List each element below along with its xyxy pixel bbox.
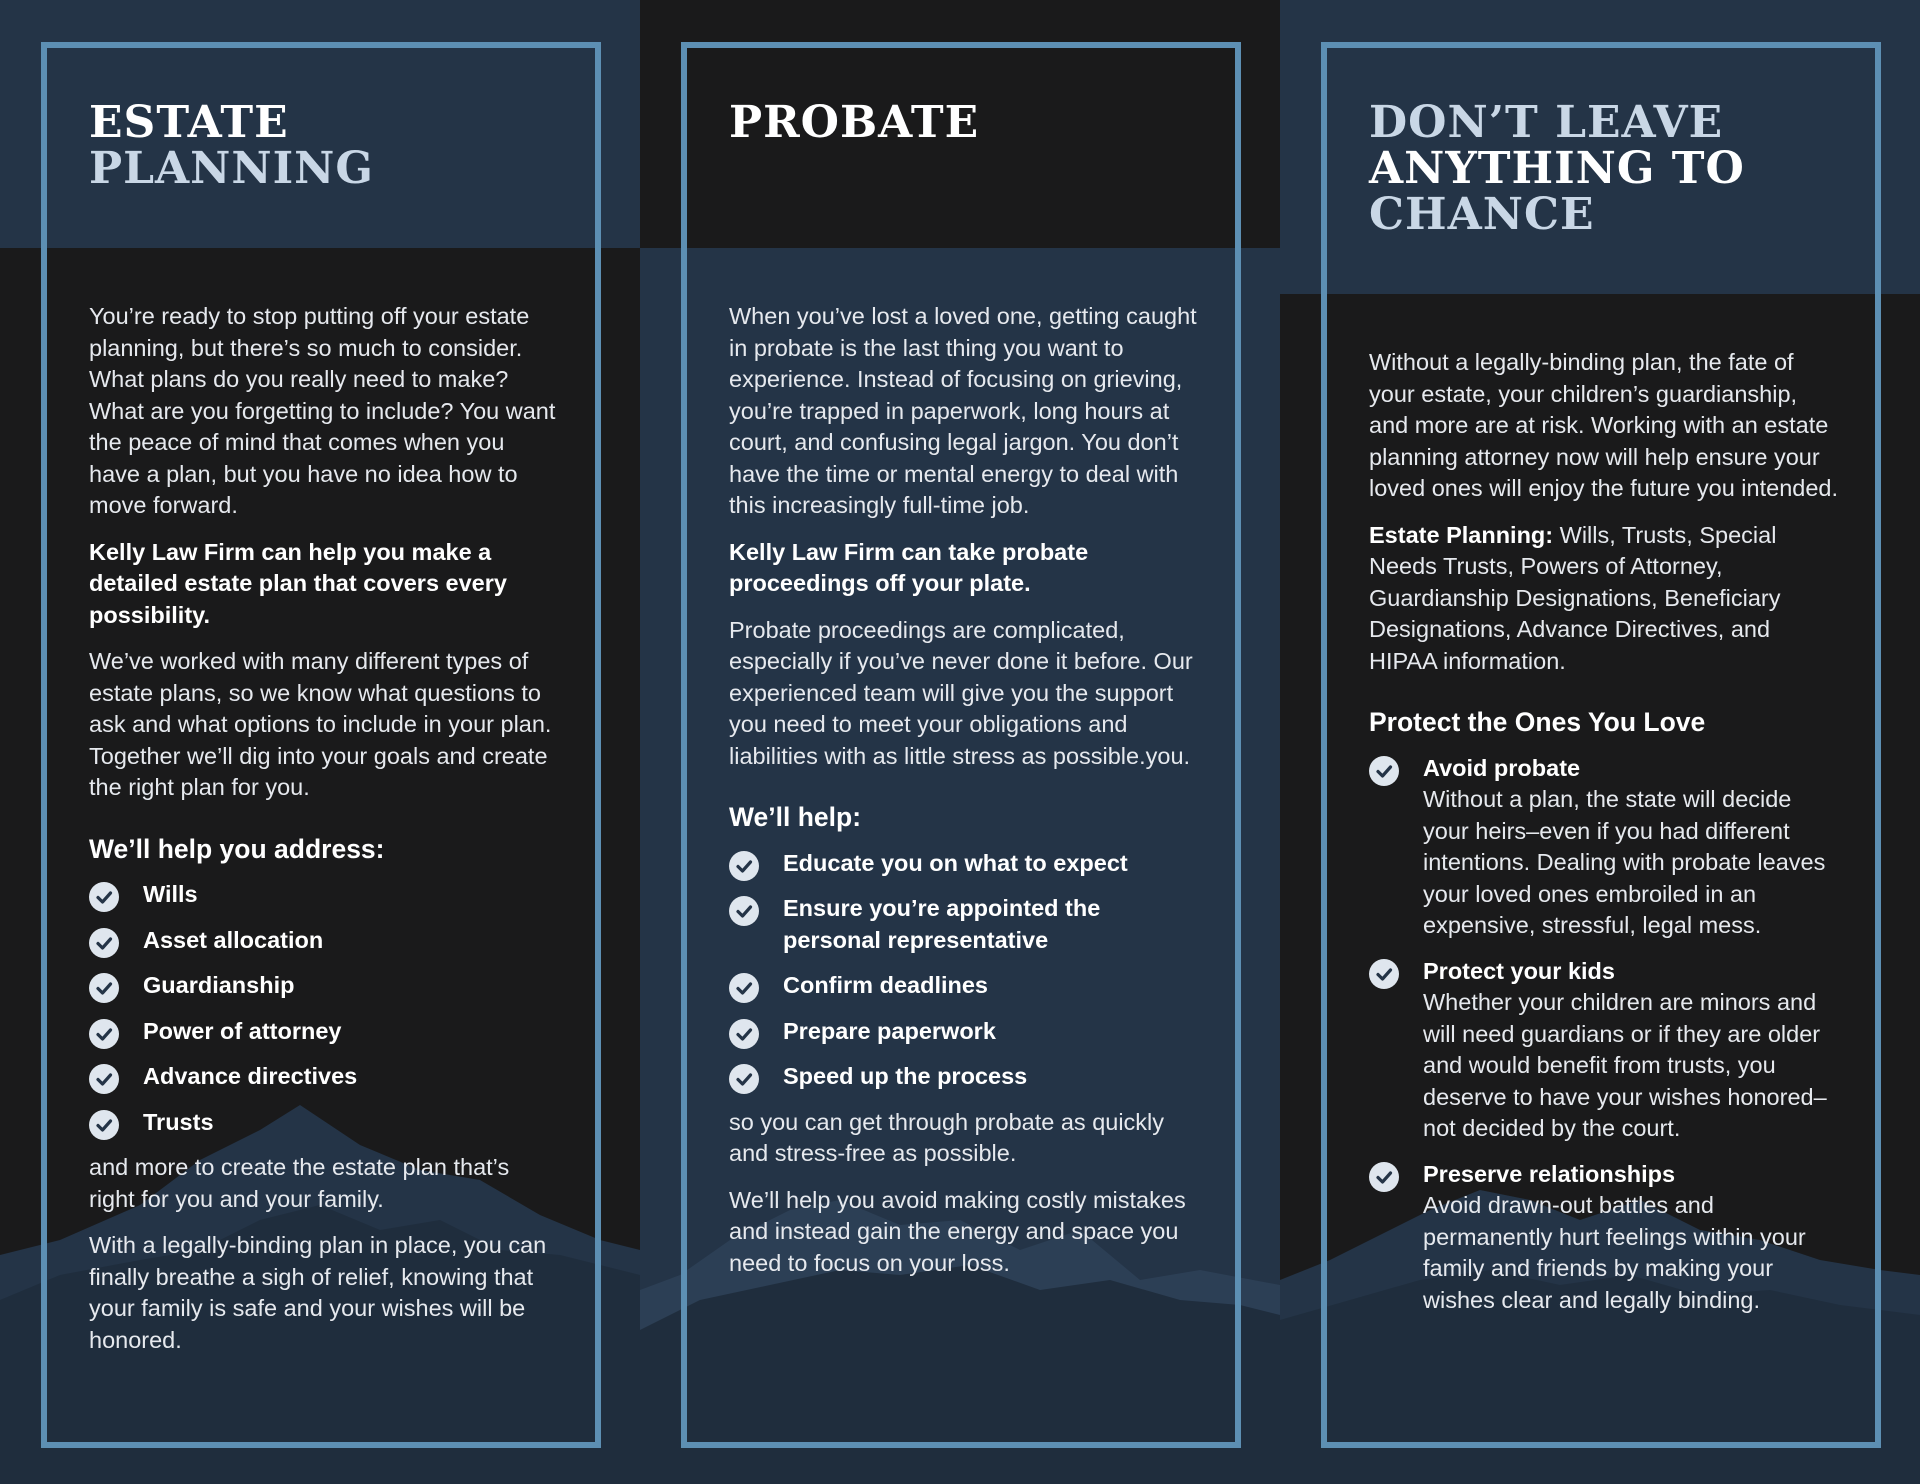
title-line-1: ESTATE [89, 97, 289, 148]
closing-paragraph: We’ll help you avoid making costly mistakes and instead gain the energy and space you need to focus on your loss. [729, 1186, 1186, 1276]
checkmark-icon [89, 1064, 119, 1094]
list-item [89, 925, 559, 957]
checkmark-icon [1369, 959, 1399, 989]
panel-content [89, 301, 559, 1371]
title-line-3: CHANCE [1369, 189, 1595, 240]
list-item [89, 1061, 559, 1093]
panel-dont-leave-anything [1280, 0, 1920, 1484]
checklist [729, 848, 1199, 1093]
list-item [89, 879, 559, 911]
body-paragraph: Probate proceedings are complicated, especially if you’ve never done it before. Our experienced team will give you the support you need to meet your obligations and liabilities with as little stress as possible.you. [729, 616, 1193, 769]
list-item-label: Speed up the process [783, 1063, 1028, 1089]
panel-title [729, 97, 980, 148]
list-item [89, 970, 559, 1002]
list-item [89, 1107, 559, 1139]
checkmark-icon [729, 1019, 759, 1049]
checkmark-icon [729, 973, 759, 1003]
checkmark-icon [89, 882, 119, 912]
list-item-label: Wills [143, 881, 198, 907]
list-item [729, 1016, 1199, 1048]
services-paragraph [1369, 520, 1839, 678]
checkmark-icon [89, 928, 119, 958]
body-paragraph: We’ve worked with many different types of estate plans, so we know what questions to ask and what options to include in your plan. Together we’ll dig into your goals and create the right plan for you. [89, 648, 552, 800]
checklist [1369, 753, 1839, 1317]
title-line-1: PROBATE [729, 97, 980, 148]
list-item-label: Asset allocation [143, 926, 324, 953]
list-item [729, 848, 1199, 880]
section-heading: We’ll help you address: [89, 833, 385, 864]
checkmark-icon [1369, 1162, 1399, 1192]
panel-title [1369, 97, 1745, 240]
list-item-label: Prepare paperwork [783, 1017, 996, 1044]
checkmark-icon [89, 973, 119, 1003]
title-line-2: PLANNING [89, 143, 374, 194]
list-item-description: Whether your children are minors and will need guardians or if they are older and would benefit from trusts, you deserve to have your wishes honored–not decided by the court. [1423, 989, 1827, 1141]
after-list-paragraph: and more to create the estate plan that’s right for you and your family. [89, 1154, 510, 1212]
title-line-2: ANYTHING TO [1369, 143, 1745, 194]
after-list-paragraph: so you can get through probate as quickly and stress-free as possible. [729, 1108, 1165, 1166]
panel-content [729, 301, 1199, 1294]
panel-probate [640, 0, 1280, 1484]
section-heading: Protect the Ones You Love [1369, 707, 1706, 737]
list-item-description: Avoid drawn-out battles and permanently hurt feelings within your family and friends by making your wishes clear and legally binding. [1423, 1192, 1806, 1313]
section-heading: We’ll help: [729, 802, 862, 832]
closing-paragraph: With a legally-binding plan in place, you can finally breathe a sigh of relief, knowing that your family is safe and your wishes will be honored. [89, 1232, 547, 1353]
intro-paragraph: Without a legally-binding plan, the fate of your estate, your children’s guardianship, and more are at risk. Working with an estate planning attorney now will help ensure your loved ones will enjoy the future you intended. [1369, 349, 1839, 501]
services-label: Estate Planning: [1369, 521, 1554, 548]
panel-title [89, 97, 374, 194]
checklist [89, 879, 559, 1138]
intro-paragraph: You’re ready to stop putting off your estate planning, but there’s so much to consider. What plans do you really need to make? What are you forgetting to include? You want the peace of mind that comes when you have a plan, but you have no idea how to move forward. [89, 303, 556, 518]
list-item-label: Educate you on what to expect [783, 849, 1128, 876]
panel-estate-planning [0, 0, 640, 1484]
list-item-label: Trusts [143, 1108, 214, 1135]
checkmark-icon [729, 1064, 759, 1094]
list-item-label: Ensure you’re appointed the personal representative [783, 895, 1101, 953]
checkmark-icon [89, 1110, 119, 1140]
highlight-paragraph: Kelly Law Firm can take probate proceedings off your plate. [729, 538, 1089, 596]
list-item-label: Advance directives [143, 1063, 358, 1089]
list-item-label: Confirm deadlines [783, 972, 989, 998]
checkmark-icon [89, 1019, 119, 1049]
list-item [729, 893, 1199, 956]
title-line-1: DON’T LEAVE [1369, 97, 1724, 148]
services-text: Wills, Trusts, Special Needs Trusts, Powers of Attorney, Guardianship Designations, Beneficiary Designations, Advance Directives, and HIPAA information. [1369, 521, 1781, 674]
list-item-title: Protect your kids [1423, 957, 1615, 984]
checkmark-icon [729, 851, 759, 881]
list-item [89, 1016, 559, 1048]
list-item-description: Without a plan, the state will decide your heirs–even if you had different intentions. Dealing with probate leaves your loved ones embroiled in an expensive, stressful, legal mess. [1423, 786, 1826, 938]
checkmark-icon [729, 896, 759, 926]
list-item [729, 1061, 1199, 1093]
list-item-label: Guardianship [143, 972, 295, 998]
list-item-label: Power of attorney [143, 1017, 342, 1044]
list-item [1369, 956, 1839, 1145]
list-item [1369, 1159, 1839, 1317]
list-item-title: Preserve relationships [1423, 1160, 1676, 1187]
list-item [729, 970, 1199, 1002]
highlight-paragraph: Kelly Law Firm can help you make a detailed estate plan that covers every possibility. [89, 538, 507, 628]
panel-content [1369, 347, 1839, 1330]
list-item [1369, 753, 1839, 942]
checkmark-icon [1369, 756, 1399, 786]
list-item-title: Avoid probate [1423, 754, 1581, 781]
intro-paragraph: When you’ve lost a loved one, getting caught in probate is the last thing you want to experience. Instead of focusing on grieving, you’re trapped in paperwork, long hours at court, and confusing legal jargon. You don’t have the time or mental energy to deal with this increasingly full-time job. [729, 303, 1197, 518]
